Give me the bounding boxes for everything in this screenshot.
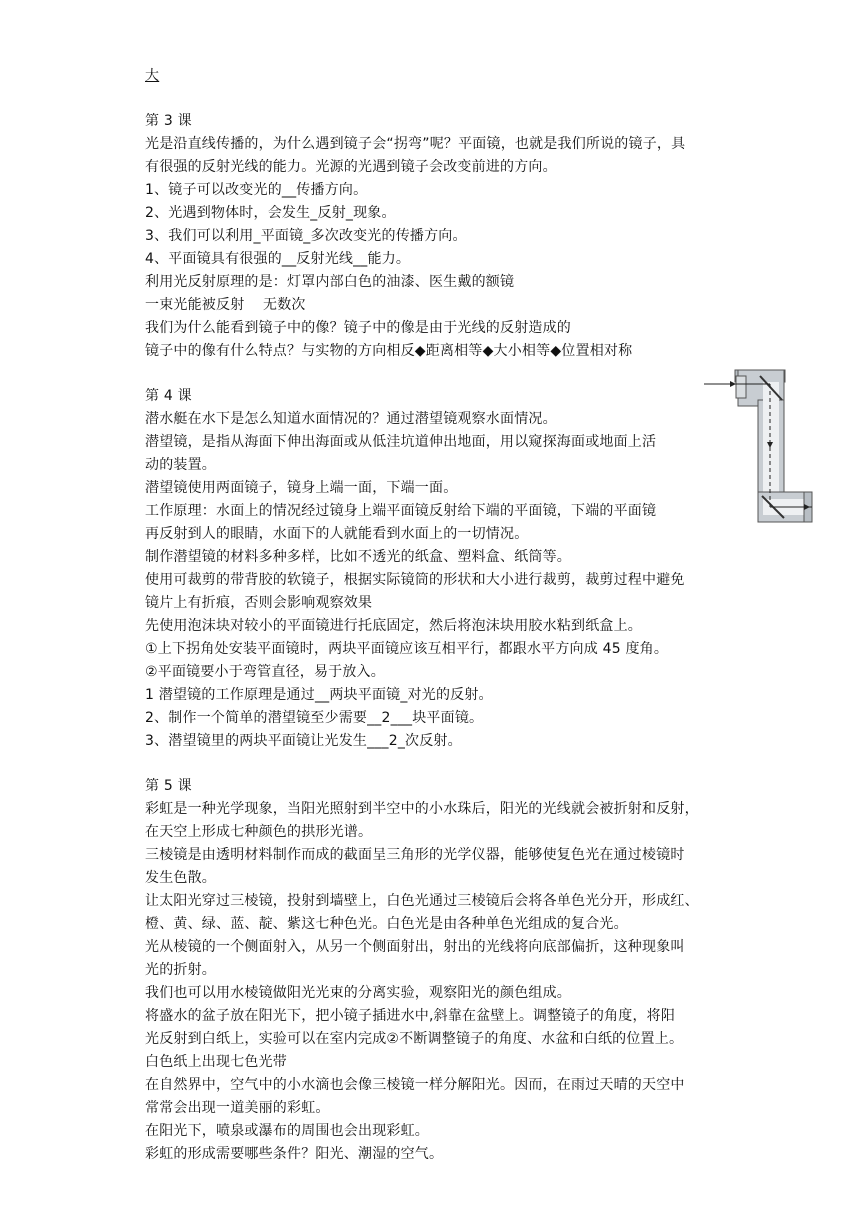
lesson5-line: 在阳光下，喷泉或瀑布的周围也会出现彩虹。 (145, 1123, 429, 1139)
lesson4-line: 使用可裁剪的带背胶的软镜子，根据实际镜筒的形状和大小进行裁剪，裁剪过程中避免 (145, 572, 685, 588)
lesson5-line: 光从棱镜的一个侧面射入，从另一个侧面射出，射出的光线将向底部偏折，这种现象叫 (145, 939, 685, 955)
lesson3-line: 一束光能被反射 无数次 (145, 297, 306, 313)
lesson5-line: 在自然界中，空气中的小水滴也会像三棱镜一样分解阳光。因而，在雨过天晴的天空中 (145, 1077, 685, 1093)
lesson3-heading: 第 3 课 (145, 113, 192, 129)
lesson5-line: 将盛水的盆子放在阳光下，把小镜子插进水中,斜靠在盆壁上。调整镜子的角度，将阳 (145, 1008, 676, 1024)
lesson3-line: 光是沿直线传播的，为什么遇到镜子会“拐弯”呢？平面镜，也就是我们所说的镜子，具 (145, 136, 686, 152)
lesson5-line: 光的折射。 (145, 962, 216, 978)
periscope-entry (736, 376, 746, 398)
lesson5-line: 彩虹的形成需要哪些条件？阳光、潮湿的空气。 (145, 1146, 444, 1162)
lesson5-heading: 第 5 课 (145, 778, 192, 794)
lesson4-line: 镜片上有折痕，否则会影响观察效果 (145, 595, 373, 611)
lesson3-line: 我们为什么能看到镜子中的像？镜子中的像是由于光线的反射造成的 (145, 320, 571, 336)
lesson3-line: 2、光遇到物体时，会发生_反射_现象。 (145, 205, 396, 221)
lesson4-line: 制作潜望镜的材料多种多样，比如不透光的纸盒、塑料盒、纸筒等。 (145, 549, 571, 565)
lesson4-line: 1 潜望镜的工作原理是通过__两块平面镜_对光的反射。 (145, 687, 493, 703)
lesson4-line: 潜望镜使用两面镜子，镜身上端一面，下端一面。 (145, 480, 458, 496)
lesson5-line: 白色纸上出现七色光带 (145, 1054, 287, 1070)
top-fragment: 大 (145, 68, 160, 84)
lesson3-line: 利用光反射原理的是：灯罩内部白色的油漆、医生戴的额镜 (145, 274, 515, 290)
lesson3-line: 4、平面镜具有很强的__反射光线__能力。 (145, 251, 411, 267)
lesson5-line: 我们也可以用水棱镜做阳光光束的分离实验，观察阳光的颜色组成。 (145, 985, 571, 1001)
lesson4-line: 动的装置。 (145, 457, 216, 473)
lesson4-line: 2、制作一个简单的潜望镜至少需要__2___块平面镜。 (145, 710, 484, 726)
lesson5-line: 橙、黄、绿、蓝、靛、紫这七种色光。白色光是由各种单色光组成的复合光。 (145, 916, 628, 932)
lesson4-line: 3、潜望镜里的两块平面镜让光发生___2_次反射。 (145, 733, 462, 749)
lesson4-line: 先使用泡沫块对较小的平面镜进行托底固定，然后将泡沫块用胶水粘到纸盒上。 (145, 618, 642, 634)
periscope-diagram (700, 362, 820, 532)
lesson5-line: 常常会出现一道美丽的彩虹。 (145, 1100, 330, 1116)
lesson3-line: 镜子中的像有什么特点？与实物的方向相反◆距离相等◆大小相等◆位置相对称 (145, 343, 633, 359)
lesson4-line: ①上下拐角处安装平面镜时，两块平面镜应该互相平行，都跟水平方向成 45 度角。 (145, 641, 669, 657)
lesson4-line: 再反射到人的眼睛，水面下的人就能看到水面上的一切情况。 (145, 526, 529, 542)
lesson4-line: ②平面镜要小于弯管直径，易于放入。 (145, 664, 385, 680)
lesson4-line: 潜望镜，是指从海面下伸出海面或从低洼坑道伸出地面，用以窥探海面或地面上活 (145, 434, 657, 450)
lesson5-line: 三棱镜是由透明材料制作而成的截面呈三角形的光学仪器，能够使复色光在通过棱镜时 (145, 847, 685, 863)
lesson4-heading: 第 4 课 (145, 388, 192, 404)
lesson5-line: 在天空上形成七种颜色的拱形光谱。 (145, 824, 373, 840)
lesson5-line: 让太阳光穿过三棱镜，投射到墙壁上，白色光通过三棱镜后会将各单色光分开，形成红、 (145, 893, 699, 909)
lesson3-line: 3、我们可以利用_平面镜_多次改变光的传播方向。 (145, 228, 467, 244)
lesson4-line: 工作原理：水面上的情况经过镜身上端平面镜反射给下端的平面镜，下端的平面镜 (145, 503, 657, 519)
lesson5-line: 发生色散。 (145, 870, 216, 886)
lesson4-line: 潜水艇在水下是怎么知道水面情况的？通过潜望镜观察水面情况。 (145, 411, 557, 427)
lesson3-line: 1、镜子可以改变光的__传播方向。 (145, 182, 368, 198)
lesson5-line: 彩虹是一种光学现象，当阳光照射到半空中的小水珠后，阳光的光线就会被折射和反射， (145, 801, 699, 817)
lesson3-line: 有很强的反射光线的能力。光源的光遇到镜子会改变前进的方向。 (145, 159, 557, 175)
lesson5-line: 光反射到白纸上，实验可以在室内完成②不断调整镜子的角度、水盆和白纸的位置上。 (145, 1031, 684, 1047)
